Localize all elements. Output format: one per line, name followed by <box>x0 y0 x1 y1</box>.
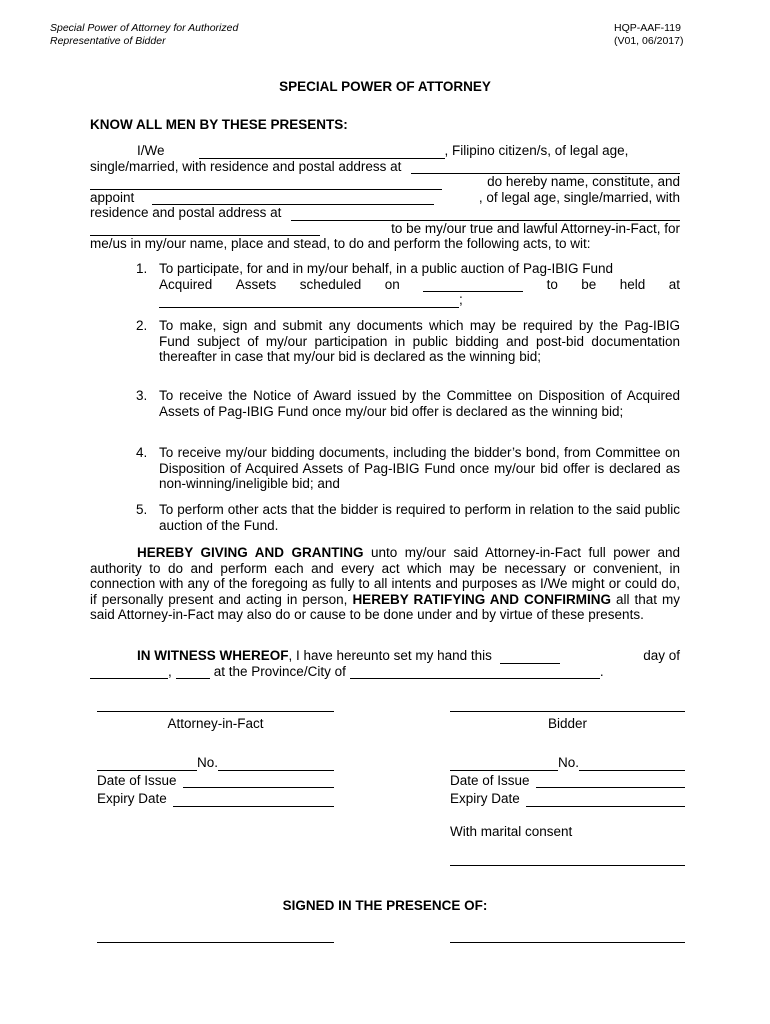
list-item: 2. To make, sign and submit any documents which may be required by the Pag-IBIG Fund subject of my/our participation in public bidding and post-bid documentation thereafter in case that my/our bid is declared as the winning bid; <box>136 318 680 364</box>
intro-paragraph <box>90 143 680 252</box>
know-all-heading: KNOW ALL MEN BY THESE PRESENTS: <box>90 117 348 132</box>
list-item: 5. To perform other acts that the bidder is required to perform in relation to the said public auction of the Fund. <box>136 502 680 533</box>
auction-venue-blank[interactable] <box>159 294 459 308</box>
attorney-address-blank-1[interactable] <box>291 207 680 221</box>
do-hereby-text: do hereby name, constitute, and <box>487 174 680 189</box>
day-blank[interactable] <box>500 650 560 664</box>
bidder-signature-line[interactable] <box>450 711 685 712</box>
attorney-address-blank-2[interactable] <box>90 222 320 236</box>
attorney-id-type-blank[interactable] <box>97 757 197 771</box>
witness-paragraph: IN WITNESS WHEREOF , I have hereunto set my hand this day of , at the Province/City of . <box>90 648 680 679</box>
witness-bold: IN WITNESS WHEREOF <box>137 648 289 663</box>
me-us-text: me/us in my/our name, place and stead, to do and perform the following acts, to wit: <box>90 236 591 251</box>
header-form-code <box>614 22 683 48</box>
spouse-signature-line[interactable] <box>450 865 685 866</box>
header-form-name <box>50 22 238 48</box>
list-item: 3. To receive the Notice of Award issued by the Committee on Disposition of Acquired Assets of Pag-IBIG Fund once my/our bid offer is declared as the winning bid; <box>136 388 680 419</box>
document-title: SPECIAL POWER OF ATTORNEY <box>279 79 491 94</box>
month-blank[interactable] <box>90 665 168 679</box>
list-item: 1. To participate, for and in my/our behalf, in a public auction of Pag-IBIG Fund Acquired Assets scheduled on to be held at ; <box>136 261 680 307</box>
attorney-date-issue-blank[interactable] <box>183 774 334 788</box>
list-item: 4. To receive my/our bidding documents, including the bidder’s bond, from Committee on Disposition of Acquired Assets of Pag-IBIG Fund once my/our bid offer is declared as non-winning/ineligible bid; and <box>136 445 680 491</box>
attorney-id-block: No. Date of Issue Expiry Date <box>97 755 334 807</box>
form-code: HQP-AAF-119 <box>614 22 681 34</box>
bidder-id-type-blank[interactable] <box>450 757 558 771</box>
signed-presence-heading: SIGNED IN THE PRESENCE OF: <box>282 898 488 913</box>
bidder-date-issue-blank[interactable] <box>536 774 685 788</box>
header-line-1: Special Power of Attorney for Authorized <box>50 22 239 34</box>
address-blank-2[interactable] <box>90 176 442 190</box>
citizens-text: , Filipino citizen/s, of legal age, <box>444 143 629 158</box>
attorney-name-blank[interactable] <box>152 191 434 205</box>
marital-consent-label: With marital consent <box>450 824 573 839</box>
granting-paragraph: HEREBY GIVING AND GRANTING unto my/our said Attorney-in-Fact full power and authority to do and perform each and every act which may be necessary or convenient, in connection with any of the foregoing as fully to all intents and purposes as I/We might or could do, if personally present and acting in person, HEREBY RATIFYING AND CONFIRMING all that my said Attorney-in-Fact may also do or cause to be done under and by virtue of these presents. <box>90 545 680 622</box>
attorney-label: Attorney-in-Fact <box>167 716 264 731</box>
form-version: (V01, 06/2017) <box>614 35 684 47</box>
auction-date-blank[interactable] <box>423 278 523 292</box>
attorney-signature-line[interactable] <box>97 711 334 712</box>
witness-2-signature-line[interactable] <box>450 942 685 943</box>
bidder-id-number-blank[interactable] <box>579 757 685 771</box>
year-blank[interactable] <box>176 665 210 679</box>
province-blank[interactable] <box>350 665 600 679</box>
single-married-text: single/married, with residence and postal address at <box>90 158 402 174</box>
bidder-label: Bidder <box>547 716 588 731</box>
address-blank-1[interactable] <box>411 160 680 174</box>
legal-age-text: , of legal age, single/married, with <box>478 189 680 205</box>
attorney-expiry-blank[interactable] <box>173 793 334 807</box>
ratifying-bold: HEREBY RATIFYING AND CONFIRMING <box>352 591 611 607</box>
witness-1-signature-line[interactable] <box>97 942 334 943</box>
header-line-2: Representative of Bidder <box>50 35 166 47</box>
appoint-text: appoint <box>90 189 135 205</box>
to-be-text: to be my/our true and lawful Attorney-in-Fact, for <box>391 220 680 236</box>
name-blank[interactable] <box>199 145 445 159</box>
bidder-expiry-blank[interactable] <box>526 793 685 807</box>
iwe-label: I/We <box>137 143 165 158</box>
attorney-id-number-blank[interactable] <box>218 757 334 771</box>
bidder-id-block: No. Date of Issue Expiry Date <box>450 755 685 807</box>
residence-text: residence and postal address at <box>90 205 282 220</box>
granting-bold: HEREBY GIVING AND GRANTING <box>137 545 364 560</box>
